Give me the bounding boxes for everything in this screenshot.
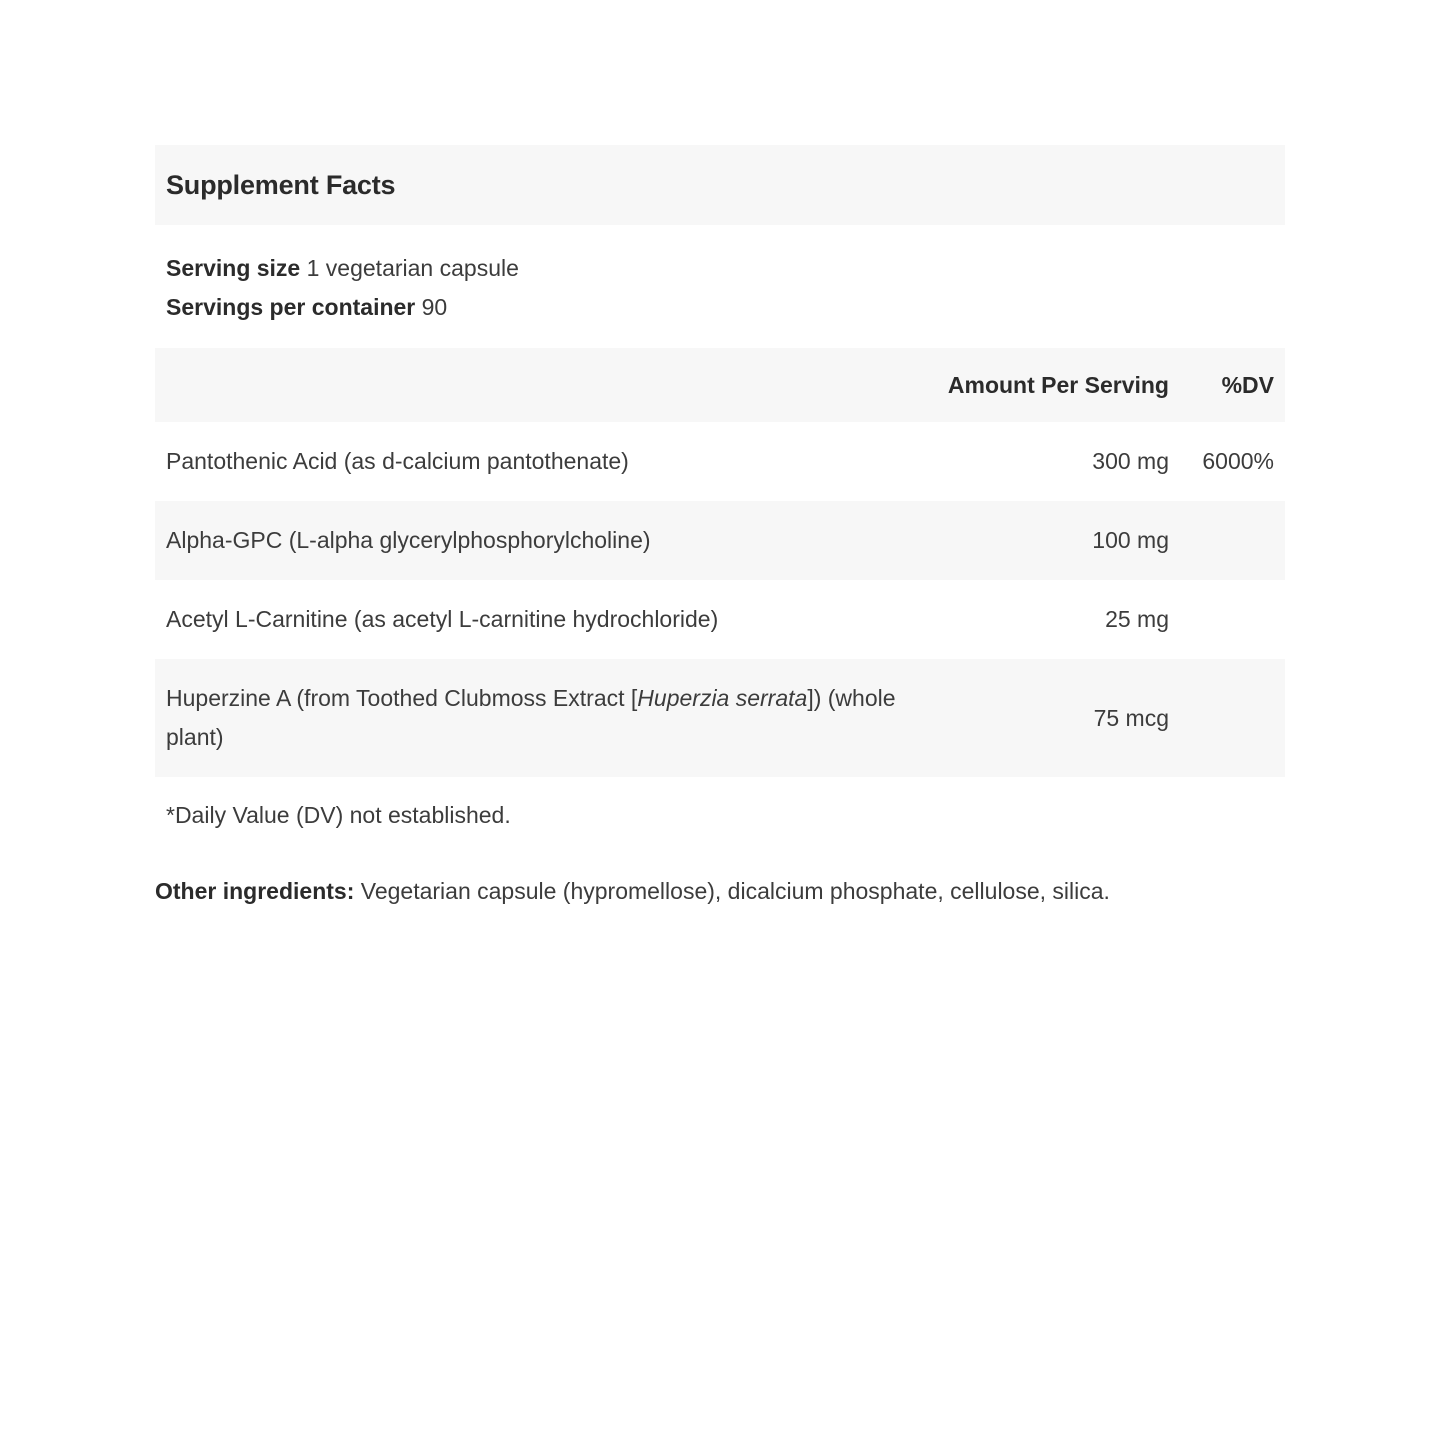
nutrient-name-cell — [155, 501, 910, 580]
nutrient-name-cell — [155, 580, 910, 659]
nutrient-percent-dv — [1180, 501, 1285, 580]
serving-size-value: 1 vegetarian capsule — [306, 254, 519, 281]
nutrient-amount: 75 mcg — [910, 659, 1180, 777]
serving-size-label: Serving size — [166, 254, 301, 281]
column-header-amount-per-serving: Amount Per Serving — [910, 348, 1180, 422]
table-row — [155, 659, 1285, 777]
table-row — [155, 580, 1285, 659]
table-header — [155, 348, 1285, 422]
nutrient-name: Huperzine A (from Toothed Clubmoss Extract [ — [166, 685, 638, 712]
nutrient-name-tail: ]) (whole plant) — [166, 685, 896, 751]
supplement-facts-table — [155, 348, 1285, 777]
nutrient-amount: 100 mg — [910, 501, 1180, 580]
table-header-row — [155, 348, 1285, 422]
nutrient-percent-dv: 6000% — [1180, 422, 1285, 501]
supplement-facts-panel — [155, 145, 1285, 831]
servings-per-container-value: 90 — [421, 294, 448, 321]
other-ingredients-value: Vegetarian capsule (hypromellose), dicalcium phosphate, cellulose, silica. — [360, 878, 1110, 904]
servings-per-container-line — [166, 288, 1274, 328]
nutrient-name: Pantothenic Acid (as d-calcium pantothenate) — [166, 447, 629, 474]
table-row — [155, 501, 1285, 580]
nutrient-percent-dv — [1180, 659, 1285, 777]
nutrient-name: Alpha-GPC (L-alpha glycerylphosphorylcholine) — [166, 526, 651, 553]
supplement-facts-title-band — [155, 145, 1285, 225]
page-title: Supplement Facts — [166, 170, 396, 200]
table-row — [155, 422, 1285, 501]
table-body — [155, 422, 1285, 777]
column-header-percent-dv: %DV — [1180, 348, 1285, 422]
servings-per-container-label: Servings per container — [166, 294, 416, 321]
daily-value-footnote: *Daily Value (DV) not established. — [166, 802, 511, 829]
nutrient-name-cell — [155, 659, 910, 777]
nutrient-percent-dv — [1180, 580, 1285, 659]
other-ingredients-label: Other ingredients: — [155, 878, 355, 904]
column-header-nutrient — [155, 348, 910, 422]
other-ingredients — [155, 875, 1295, 908]
serving-size-line — [166, 249, 1274, 289]
nutrient-amount: 300 mg — [910, 422, 1180, 501]
nutrient-name: Acetyl L-Carnitine (as acetyl L-carnitine hydrochloride) — [166, 605, 719, 632]
nutrient-name-scientific: Huperzia serrata — [637, 685, 808, 712]
nutrient-name-cell — [155, 422, 910, 501]
nutrient-amount: 25 mg — [910, 580, 1180, 659]
serving-information — [155, 225, 1285, 348]
